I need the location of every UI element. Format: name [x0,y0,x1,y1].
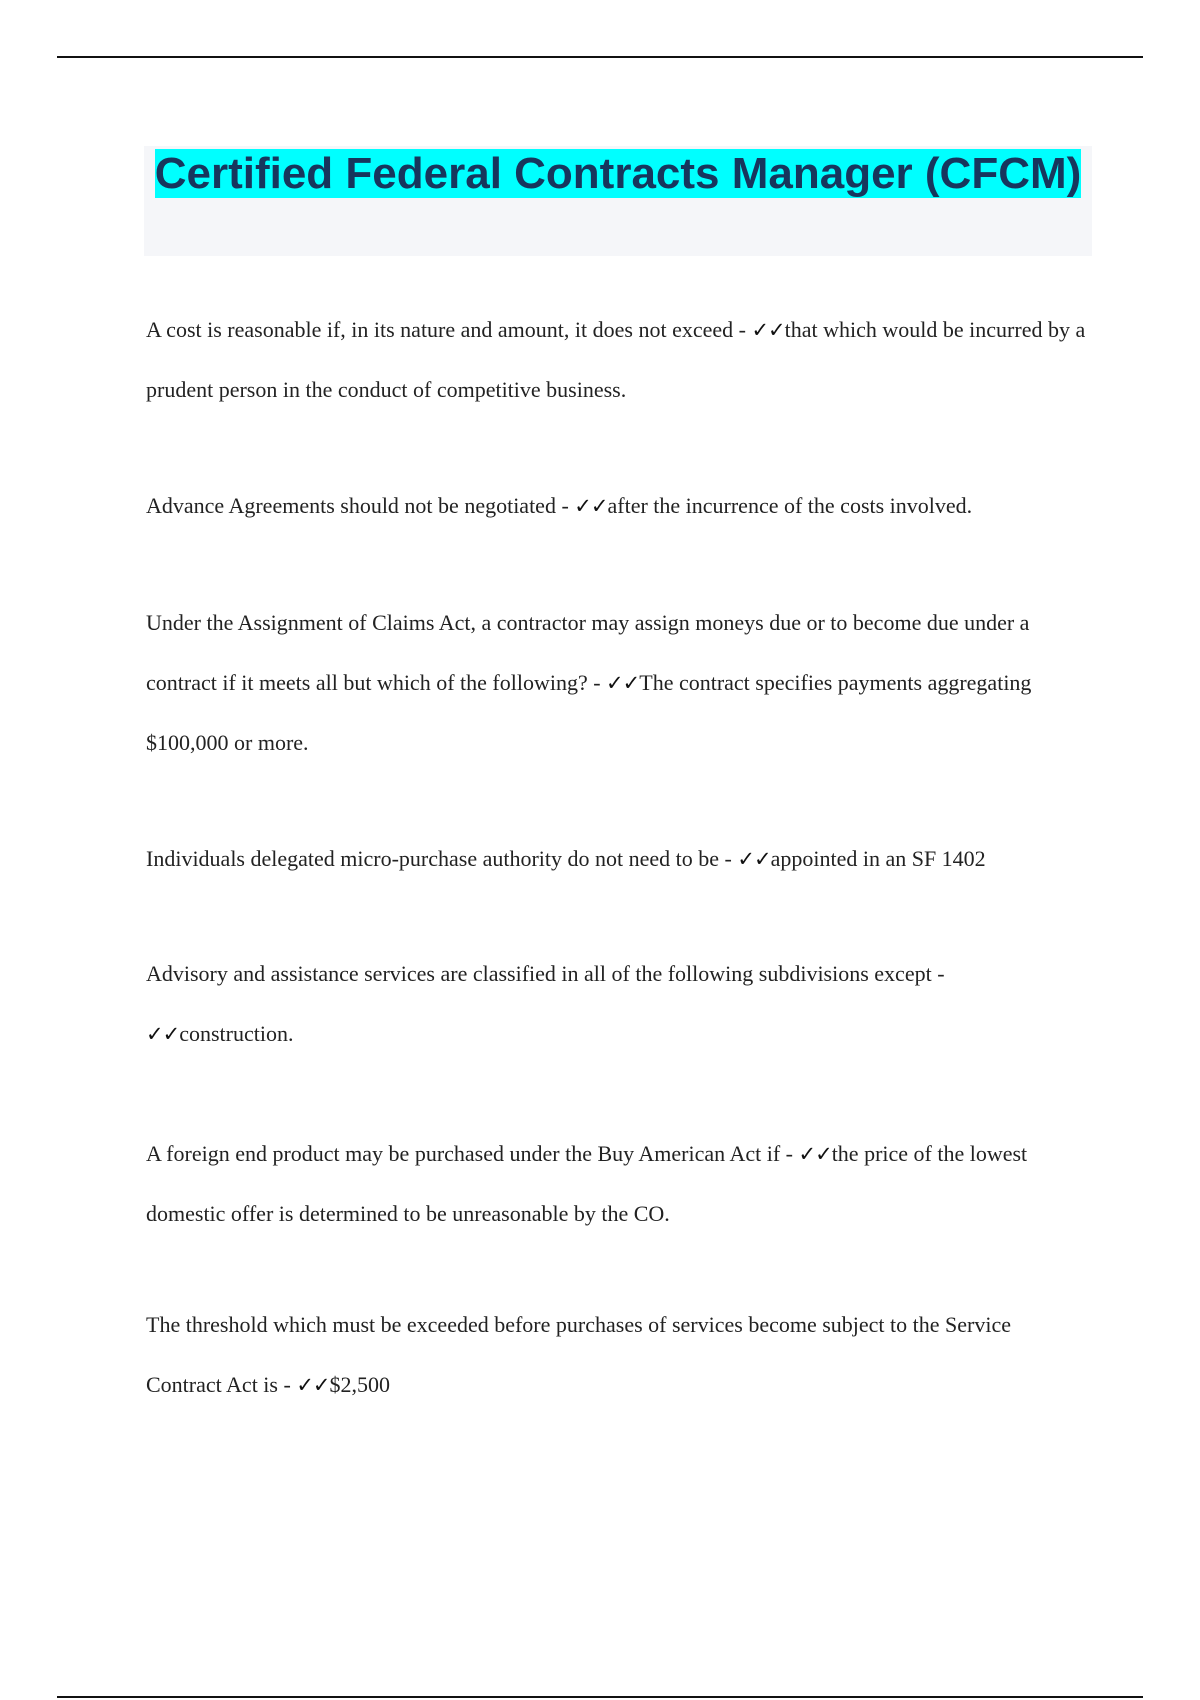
question-text: A foreign end product may be purchased under the Buy American Act if - [146,1141,799,1166]
bottom-rule [57,1696,1143,1698]
answer-text: the price of the lowest domestic offer is determined to be unreasonable by the CO. [146,1141,1028,1226]
answer-text: The contract specifies payments aggregating $100,000 or more. [146,670,1032,755]
title-box [144,146,1092,256]
double-check-icon: ✓✓ [751,318,785,342]
double-check-icon: ✓✓ [146,1022,180,1046]
question-text: Advisory and assistance services are classified in all of the following subdivisions except - [146,961,945,986]
document-title: Certified Federal Contracts Manager (CFCM) [154,149,1082,198]
answer-text: $2,500 [329,1372,391,1397]
qa-item [146,476,1092,536]
answer-text: that which would be incurred by a prudent person in the conduct of competitive business. [146,317,1086,402]
question-text: Under the Assignment of Claims Act, a contractor may assign moneys due or to become due under a contract if it meets all but which of the following? - [146,610,1030,695]
qa-item [146,829,1092,889]
qa-item [146,1295,1092,1415]
qa-item [146,300,1092,420]
double-check-icon: ✓✓ [296,1373,330,1397]
double-check-icon: ✓✓ [606,671,640,695]
double-check-icon: ✓✓ [798,1142,832,1166]
question-text: Advance Agreements should not be negotiated - [146,493,575,518]
qa-item [146,1124,1092,1244]
answer-text: appointed in an SF 1402 [770,846,986,871]
qa-item [146,944,1092,1064]
qa-item [146,593,1092,773]
double-check-icon: ✓✓ [574,494,608,518]
answer-text: construction. [179,1021,294,1046]
answer-text: after the incurrence of the costs involved. [607,493,973,518]
double-check-icon: ✓✓ [737,847,771,871]
question-text: A cost is reasonable if, in its nature and amount, it does not exceed - [146,317,752,342]
top-rule [57,56,1143,58]
question-text: Individuals delegated micro-purchase authority do not need to be - [146,846,738,871]
question-text: The threshold which must be exceeded before purchases of services become subject to the Service Contract Act is - [146,1312,1012,1397]
